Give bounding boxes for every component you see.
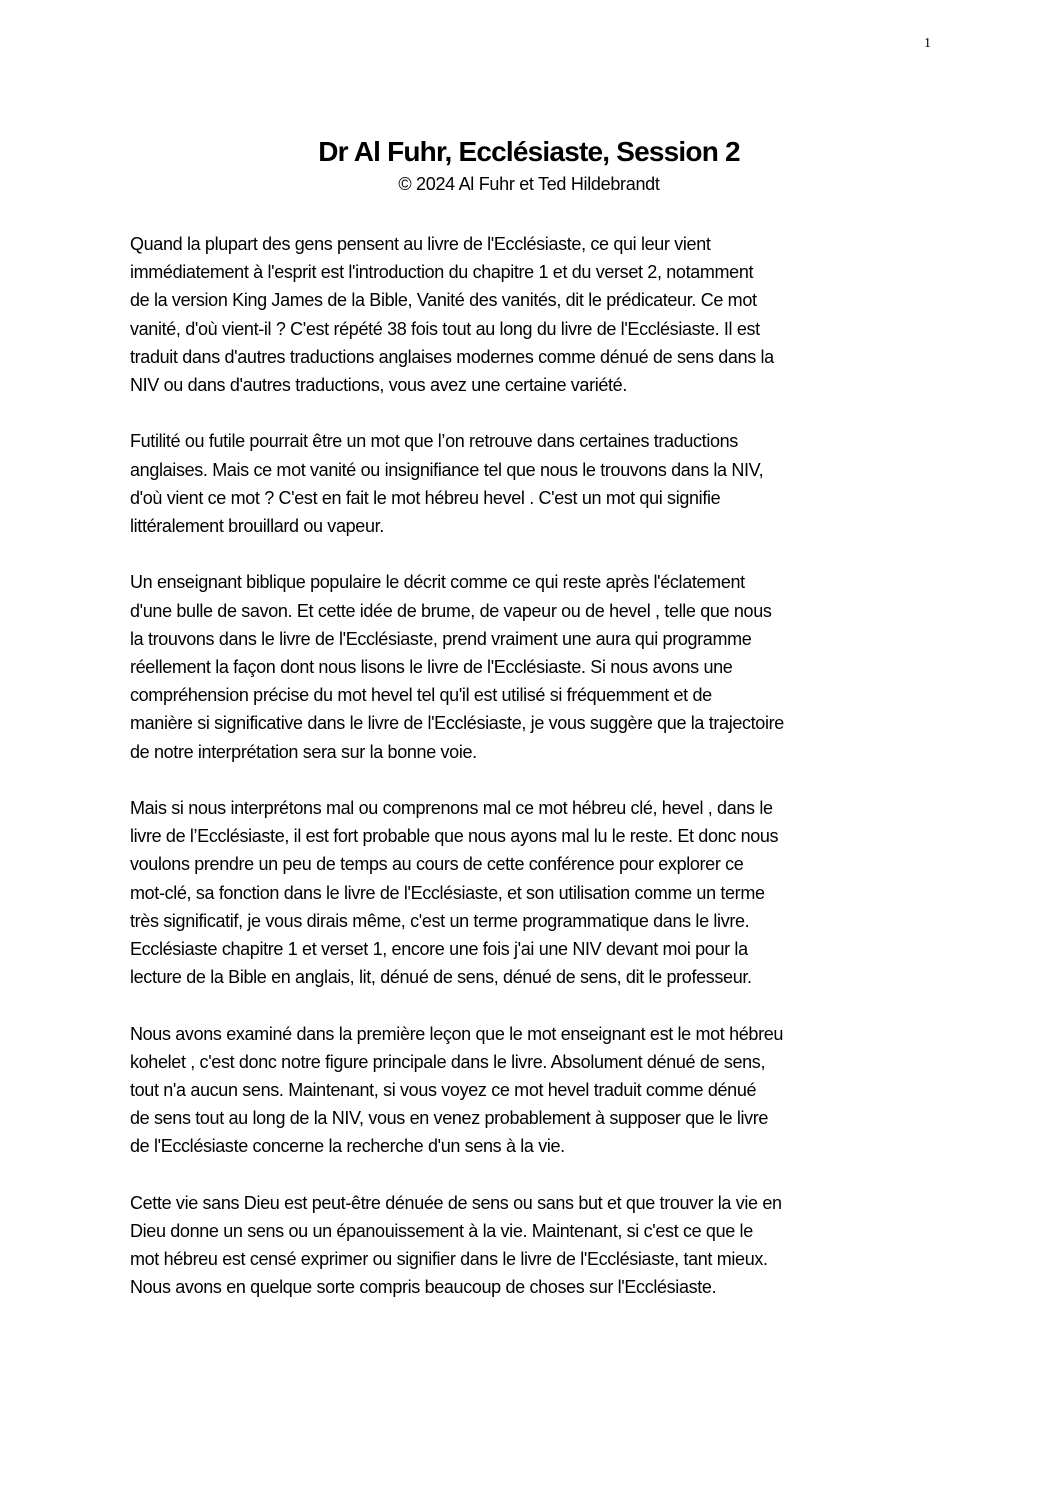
text-line: anglaises. Mais ce mot vanité ou insignifiance tel que nous le trouvons dans la NIV, [130, 459, 764, 480]
copyright-line: © 2024 Al Fuhr et Ted Hildebrandt [398, 174, 660, 194]
document-title: Dr Al Fuhr, Ecclésiaste, Session 2 [318, 136, 740, 167]
text-line: Nous avons examiné dans la première leçon que le mot enseignant est le mot hébreu [130, 1023, 784, 1044]
text-line: compréhension précise du mot hevel tel qu'il est utilisé si fréquemment et de [130, 685, 712, 706]
text-line: Cette vie sans Dieu est peut-être dénuée de sens ou sans but et que trouver la vie en [130, 1192, 782, 1213]
text-line: lecture de la Bible en anglais, lit, dénué de sens, dénué de sens, dit le professeur. [130, 967, 752, 988]
text-line: traduit dans d'autres traductions anglaises modernes comme dénué de sens dans la [130, 346, 774, 367]
text-line: d'une bulle de savon. Et cette idée de brume, de vapeur ou de hevel , telle que nous [130, 600, 772, 621]
text-line: de sens tout au long de la NIV, vous en venez probablement à supposer que le livre [130, 1108, 769, 1129]
text-line: la trouvons dans le livre de l'Ecclésiaste, prend vraiment une aura qui programme [130, 628, 752, 649]
text-line: de notre interprétation sera sur la bonne voie. [130, 741, 477, 762]
text-line: manière si significative dans le livre de l'Ecclésiaste, je vous suggère que la trajectoire [130, 713, 784, 734]
paragraph [130, 568, 950, 765]
text-line: très significatif, je vous dirais même, c'est un terme programmatique dans le livre. [130, 910, 750, 931]
text-line: d'où vient ce mot ? C'est en fait le mot hébreu hevel . C'est un mot qui signifie [130, 487, 721, 508]
page-number: 1 [924, 36, 931, 51]
text-line: Un enseignant biblique populaire le décrit comme ce qui reste après l'éclatement [130, 572, 745, 593]
text-line: Ecclésiaste chapitre 1 et verset 1, encore une fois j'ai une NIV devant moi pour la [130, 939, 748, 960]
text-line: littéralement brouillard ou vapeur. [130, 516, 384, 537]
text-line: de la version King James de la Bible, Vanité des vanités, dit le prédicateur. Ce mot [130, 290, 757, 311]
text-line: mot hébreu est censé exprimer ou signifier dans le livre de l'Ecclésiaste, tant mieux. [130, 1249, 768, 1270]
text-line: Dieu donne un sens ou un épanouissement à la vie. Maintenant, si c'est ce que le [130, 1221, 753, 1242]
text-line: Quand la plupart des gens pensent au livre de l'Ecclésiaste, ce qui leur vient [130, 234, 711, 254]
paragraph [130, 230, 950, 399]
text-line: réellement la façon dont nous lisons le livre de l'Ecclésiaste. Si nous avons une [130, 657, 733, 678]
paragraph [130, 1020, 950, 1161]
text-line: Mais si nous interprétons mal ou comprenons mal ce mot hébreu clé, hevel , dans le [130, 798, 773, 819]
paragraph [130, 1189, 950, 1302]
text-line: vanité, d'où vient-il ? C'est répété 38 fois tout au long du livre de l'Ecclésiaste. Il est [130, 318, 760, 339]
text-line: kohelet , c'est donc notre figure principale dans le livre. Absolument dénué de sens, [130, 1051, 766, 1072]
paragraph [130, 427, 950, 540]
document-body [130, 230, 950, 1330]
text-line: tout n'a aucun sens. Maintenant, si vous voyez ce mot hevel traduit comme dénué [130, 1080, 757, 1101]
text-line: mot-clé, sa fonction dans le livre de l'Ecclésiaste, et son utilisation comme un terme [130, 882, 765, 903]
text-line: Futilité ou futile pourrait être un mot que l’on retrouve dans certaines traductions [130, 431, 738, 452]
text-line: de l'Ecclésiaste concerne la recherche d'un sens à la vie. [130, 1136, 565, 1157]
text-line: voulons prendre un peu de temps au cours de cette conférence pour explorer ce [130, 854, 744, 875]
text-line: livre de l’Ecclésiaste, il est fort probable que nous ayons mal lu le reste. Et donc nous [130, 826, 779, 847]
paragraph [130, 794, 950, 991]
text-line: immédiatement à l'esprit est l'introduction du chapitre 1 et du verset 2, notamment [130, 262, 754, 283]
text-line: NIV ou dans d'autres traductions, vous avez une certaine variété. [130, 375, 627, 396]
text-line: Nous avons en quelque sorte compris beaucoup de choses sur l'Ecclésiaste. [130, 1277, 717, 1298]
